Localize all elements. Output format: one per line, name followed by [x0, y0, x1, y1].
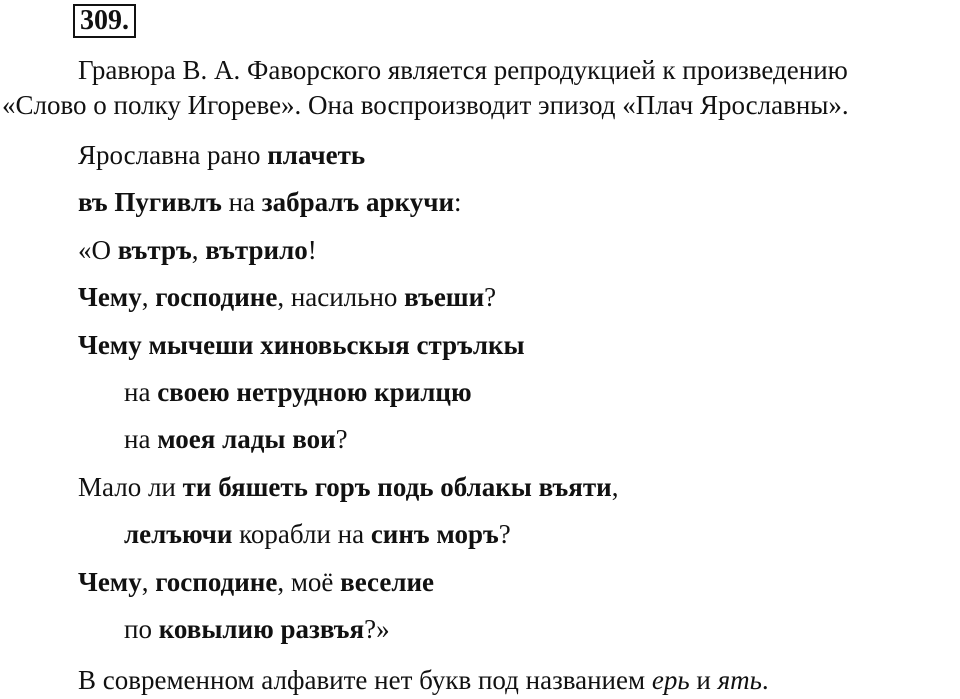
- verse-bold-text: ковылию развъя: [158, 614, 365, 644]
- term-yat: ять: [717, 665, 762, 695]
- verse-bold-text: вътръ: [117, 235, 192, 265]
- verse-text: , моё: [277, 567, 341, 597]
- footer-line: [78, 663, 769, 697]
- verse-bold-text: въ Пугивлъ: [78, 187, 222, 217]
- verse-text: ,: [611, 472, 619, 502]
- verse-bold-text: синъ моръ: [370, 519, 499, 549]
- verse-bold-text: моея лады вои: [157, 424, 336, 454]
- verse-text: на: [124, 424, 158, 454]
- verse-text: Мало ли: [78, 472, 183, 502]
- verse-line: [78, 233, 317, 267]
- verse-line: [78, 565, 434, 599]
- verse-bold-text: лелъючи: [124, 519, 233, 549]
- verse-text: !: [307, 235, 317, 265]
- verse-bold-text: веселие: [340, 567, 435, 597]
- verse-line: [124, 422, 348, 456]
- verse-text: Ярославна рано: [78, 140, 268, 170]
- footer-text: .: [761, 665, 769, 695]
- exercise-number: 309.: [73, 4, 136, 38]
- verse-text: ,: [191, 235, 206, 265]
- verse-bold-text: господине: [155, 567, 278, 597]
- verse-line: [124, 517, 511, 551]
- verse-bold-text: вътрило: [205, 235, 308, 265]
- verse-bold-text: Чему: [78, 567, 142, 597]
- verse-bold-text: Чему мычеши хиновьскыя стрълкы: [78, 330, 525, 360]
- verse-text: ?: [335, 424, 348, 454]
- verse-text: , насильно: [277, 282, 405, 312]
- verse-text: :: [454, 187, 462, 217]
- verse-text: «О: [78, 235, 118, 265]
- verse-line: [78, 470, 618, 504]
- verse-text: ?»: [364, 614, 390, 644]
- footer-text: и: [689, 665, 718, 695]
- verse-bold-text: въеши: [404, 282, 485, 312]
- verse-bold-text: своею нетрудною крилцю: [157, 377, 472, 407]
- verse-text: ?: [484, 282, 497, 312]
- verse-bold-text: Чему: [78, 282, 142, 312]
- verse-text: ,: [141, 282, 156, 312]
- verse-line: [124, 612, 390, 646]
- verse-bold-text: ти бяшеть горъ подь облакы въяти: [182, 472, 612, 502]
- verse-line: [78, 185, 462, 219]
- verse-bold-text: господине: [155, 282, 278, 312]
- verse-text: ?: [498, 519, 511, 549]
- verse-text: на: [124, 377, 158, 407]
- intro-line-1: Гравюра В. А. Фаворского является репродукцией к произведению: [78, 55, 848, 85]
- verse-line: [78, 280, 496, 314]
- verse-text: ,: [141, 567, 156, 597]
- verse-text: по: [124, 614, 159, 644]
- term-er: ерь: [651, 665, 690, 695]
- footer-text: В современном алфавите нет букв под названием: [78, 665, 652, 695]
- verse-text: корабли на: [232, 519, 371, 549]
- verse-text: на: [221, 187, 262, 217]
- verse-line: [78, 138, 365, 172]
- verse-bold-text: забралъ аркучи: [261, 187, 454, 217]
- verse-bold-text: плачеть: [267, 140, 366, 170]
- intro-line-2: «Слово о полку Игореве». Она воспроизводит эпизод «Плач Ярославны».: [2, 90, 849, 120]
- verse-line: [78, 328, 525, 362]
- verse-line: [124, 375, 472, 409]
